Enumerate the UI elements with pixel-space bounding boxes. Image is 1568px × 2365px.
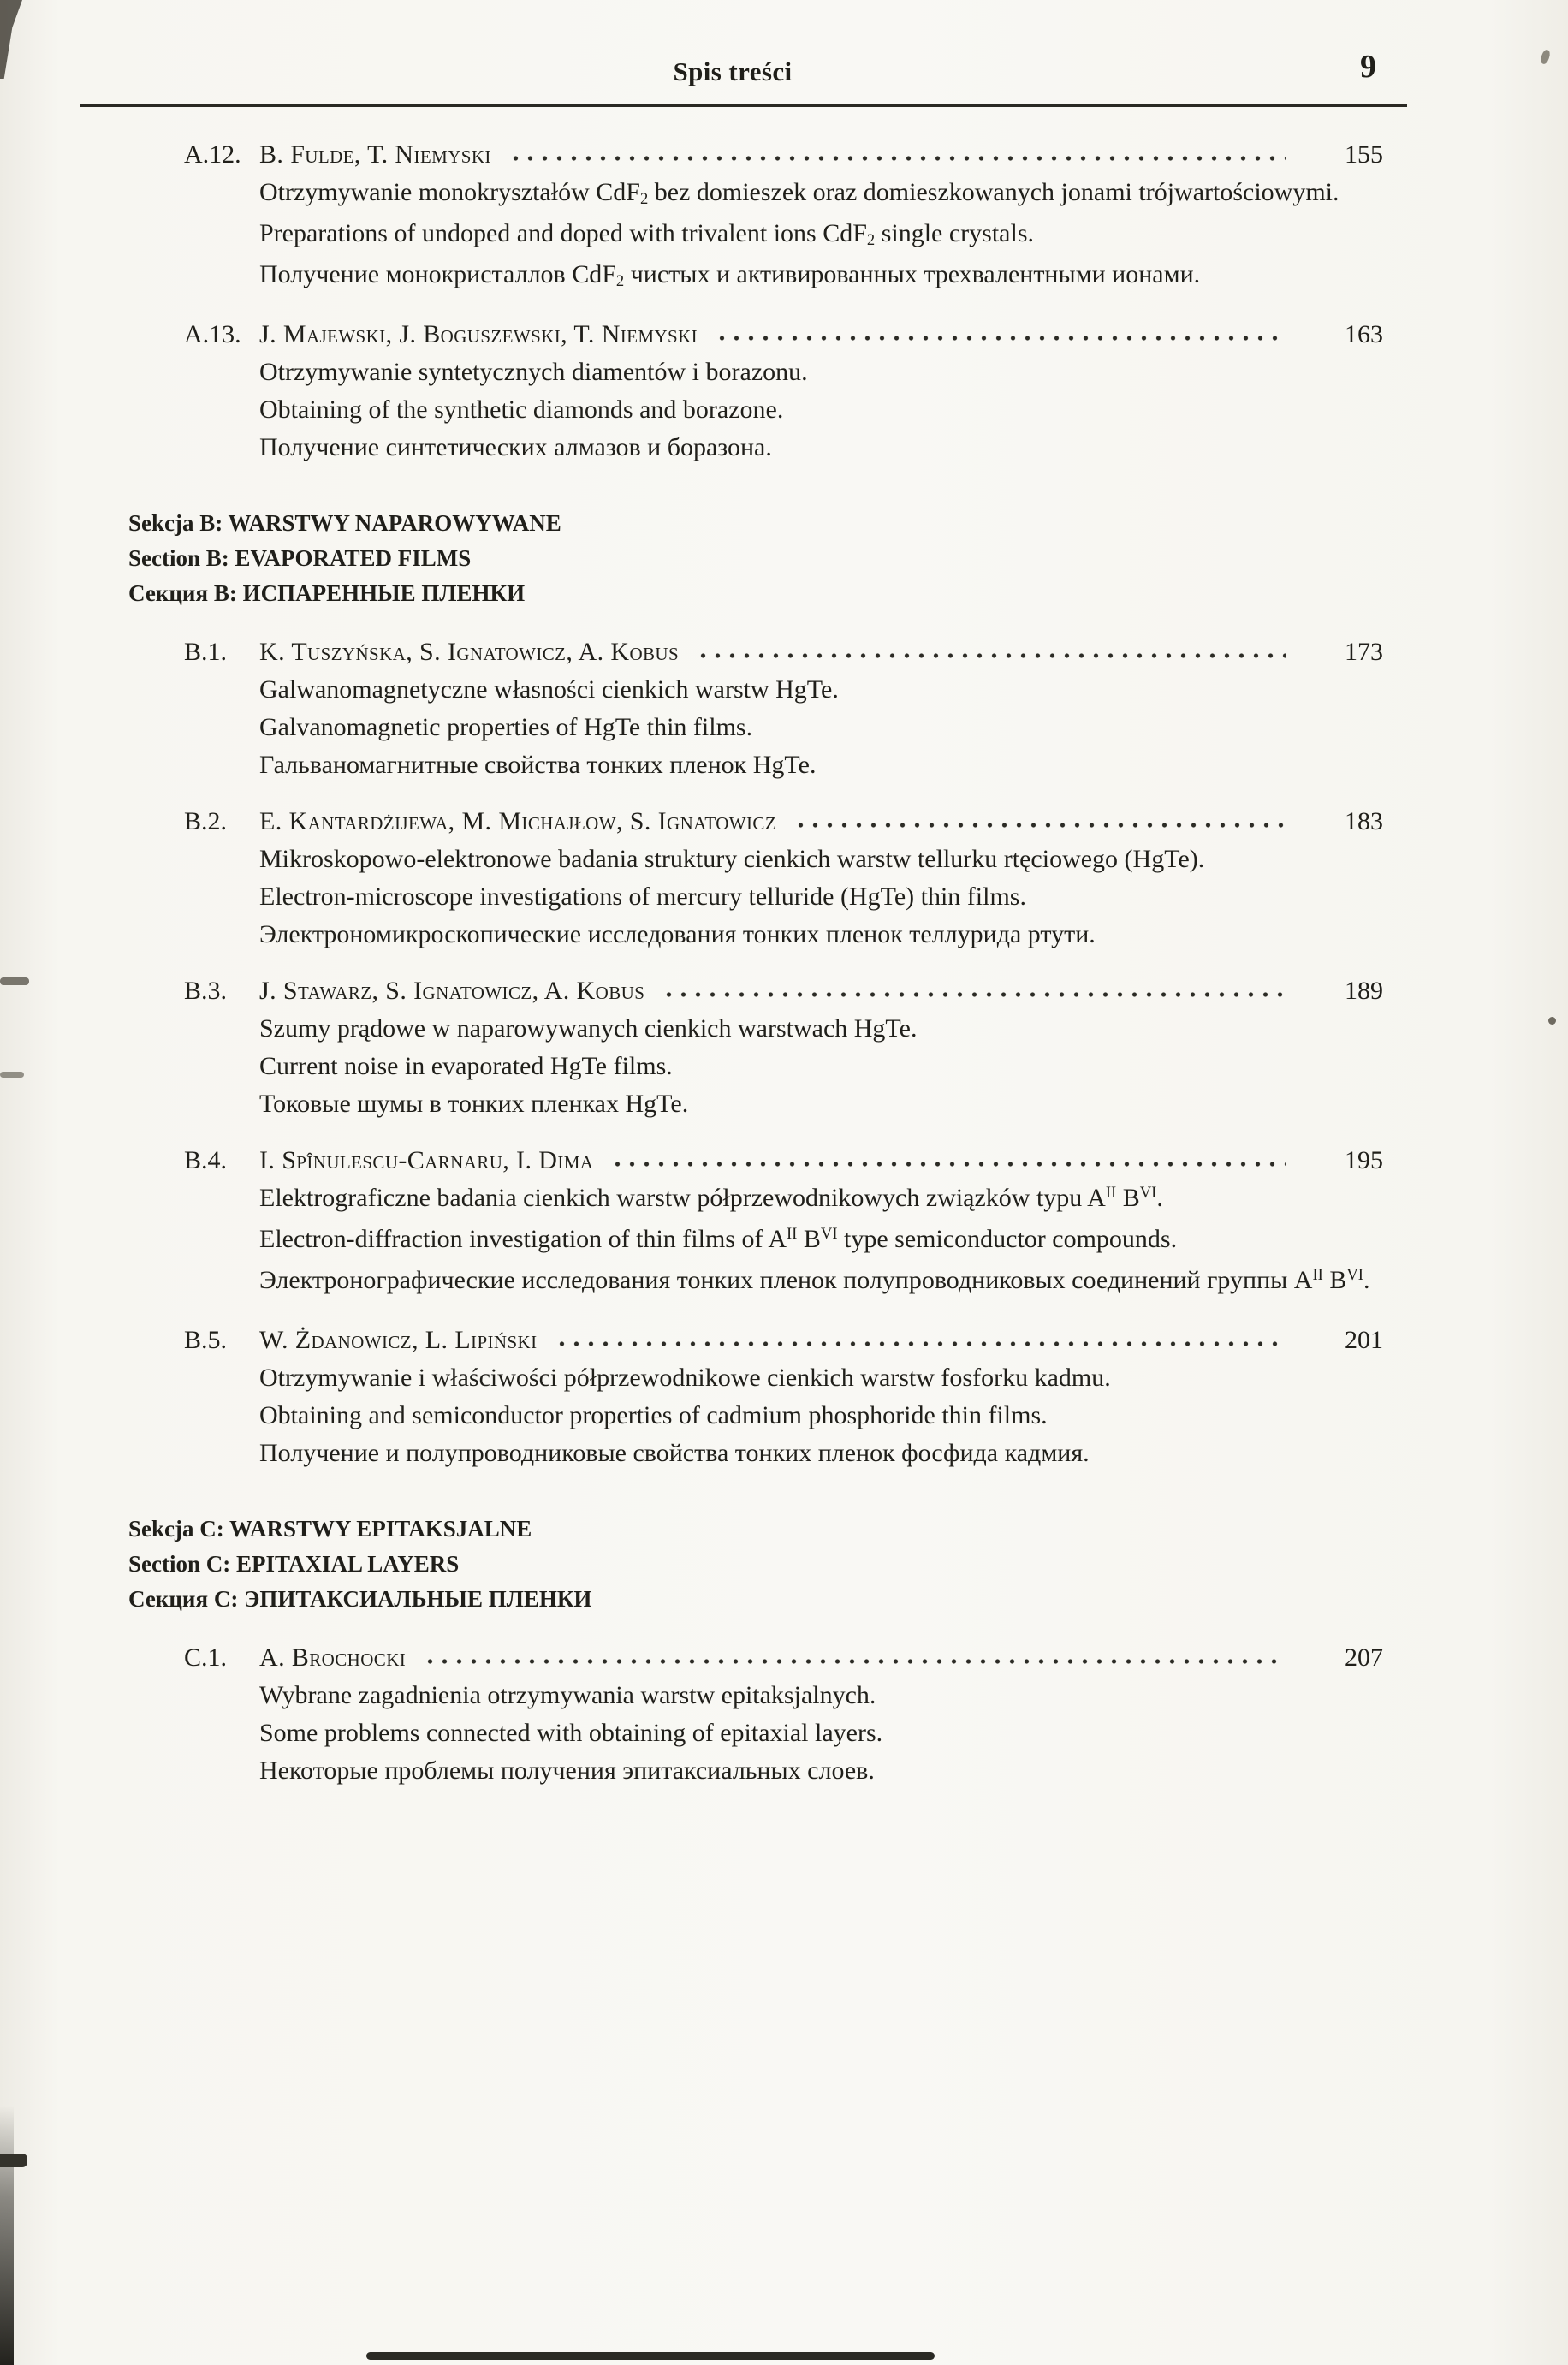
entry-authors: J. Majewski, J. Boguszewski, T. Niemyski (259, 320, 698, 348)
page-header (128, 49, 1405, 98)
toc-entry-row (184, 803, 1405, 841)
entry-description-english: Galvanomagnetic properties of HgTe thin films. (259, 713, 753, 741)
entry-description-polish: Szumy prądowe w naparowywanych cienkich warstwach HgTe. (259, 1014, 918, 1043)
page-number: 9 (1360, 49, 1376, 85)
toc-entry (128, 1639, 1405, 1790)
entry-description-polish: Wybrane zagadnienia otrzymywania warstw epitaksjalnych. (259, 1681, 876, 1709)
entry-label: B.2. (184, 807, 228, 835)
section-heading (128, 506, 1405, 611)
header-rule (80, 104, 1407, 107)
dot-leader (662, 990, 1286, 999)
entry-description-english: Preparations of undoped and doped with trivalent ions CdF$_2$ single crystals. (259, 219, 1035, 249)
toc-entry-row (184, 1322, 1405, 1359)
entry-description-english: Electron-diffraction investigation of thin films of $A^{II}$ $B^{VI}$ type semiconductor compounds. (259, 1224, 1178, 1253)
toc-entry (128, 972, 1405, 1123)
toc-section-c (128, 1512, 1405, 1790)
entry-description-polish: Otrzymywanie i właściwości półprzewodnikowe cienkich warstw fosforku kadmu. (259, 1364, 1111, 1392)
entry-label: B.1. (184, 638, 228, 666)
entry-description-russian: Получение и полупроводниковые свойства тонких пленок фосфида кадмия. (259, 1439, 1090, 1467)
section-heading-english: Section C: EPITAXIAL LAYERS (128, 1551, 460, 1577)
toc-section-b (128, 506, 1405, 1472)
entry-page-number: 201 (1345, 1326, 1383, 1354)
entry-description-english: Current noise in evaporated HgTe films. (259, 1052, 673, 1080)
entry-description-polish: Otrzymywanie monokryształów CdF$_2$ bez domieszek oraz domieszkowanych jonami trójwartościowymi. (259, 178, 1339, 208)
section-heading-russian: Секция B: ИСПАРЕННЫЕ ПЛЕНКИ (128, 580, 526, 606)
entry-authors: A. Brochocki (259, 1643, 407, 1672)
dot-leader (793, 821, 1286, 829)
toc-entry (128, 136, 1405, 297)
entry-page-number: 189 (1345, 977, 1383, 1005)
dot-leader (423, 1657, 1286, 1666)
entry-description-english: Some problems connected with obtaining of epitaxial layers. (259, 1719, 883, 1747)
entry-page-number: 183 (1345, 807, 1383, 835)
table-of-contents (128, 136, 1405, 1790)
section-heading-polish: Sekcja C: WARSTWY EPITAKSJALNE (128, 1516, 532, 1542)
entry-label: B.3. (184, 977, 228, 1005)
entry-authors: J. Stawarz, S. Ignatowicz, A. Kobus (259, 977, 645, 1005)
entry-label: A.13. (184, 320, 241, 348)
section-heading (128, 1512, 1405, 1617)
entry-description-russian: Гальваномагнитные свойства тонких пленок HgTe. (259, 751, 817, 779)
dot-leader (508, 154, 1286, 163)
toc-entry-row (184, 633, 1405, 671)
entry-description-polish: Galwanomagnetyczne własności cienkich warstw HgTe. (259, 675, 839, 704)
toc-entry (128, 1142, 1405, 1303)
entry-authors: E. Kantardżijewa, M. Michajłow, S. Ignatowicz (259, 807, 777, 835)
section-heading-russian: Секция C: ЭПИТАКСИАЛЬНЫЕ ПЛЕНКИ (128, 1586, 592, 1612)
dot-leader (610, 1160, 1286, 1168)
toc-entry-row (184, 316, 1405, 354)
toc-section-a (128, 136, 1405, 466)
entry-description-polish: Otrzymywanie syntetycznych diamentów i borazonu. (259, 358, 808, 386)
dot-leader (715, 334, 1286, 342)
entry-authors: W. Żdanowicz, L. Lipiński (259, 1326, 538, 1354)
entry-label: B.5. (184, 1326, 228, 1354)
entry-description-english: Electron-microscope investigations of mercury telluride (HgTe) thin films. (259, 882, 1026, 911)
toc-entry (128, 803, 1405, 954)
entry-page-number: 173 (1345, 638, 1383, 666)
entry-description-english: Obtaining and semiconductor properties of cadmium phosphoride thin films. (259, 1401, 1048, 1429)
page-title: Spis treści (673, 56, 793, 86)
entry-label: B.4. (184, 1146, 228, 1174)
entry-authors: I. Spînulescu-Carnaru, I. Dima (259, 1146, 594, 1174)
toc-entry-row (184, 1142, 1405, 1180)
entry-label: A.12. (184, 140, 241, 169)
entry-authors: B. Fulde, T. Niemyski (259, 140, 491, 169)
entry-description-polish: Elektrograficzne badania cienkich warstw półprzewodnikowych związków typu $A^{II}$ $B^{VI}$. (259, 1183, 1163, 1212)
toc-entry-row (184, 136, 1405, 174)
entry-page-number: 163 (1345, 320, 1383, 348)
entry-description-russian: Получение монокристаллов CdF$_2$ чистых и активированных трехвалентными ионами. (259, 260, 1201, 290)
toc-entry (128, 633, 1405, 784)
dot-leader (555, 1340, 1286, 1348)
toc-entry-row (184, 972, 1405, 1010)
entry-authors: K. Tuszyńska, S. Ignatowicz, A. Kobus (259, 638, 680, 666)
toc-entry (128, 1322, 1405, 1472)
entry-description-russian: Некоторые проблемы получения эпитаксиальных слоев. (259, 1756, 875, 1785)
entry-page-number: 207 (1345, 1643, 1383, 1672)
entry-description-russian: Получение синтетических алмазов и боразона. (259, 433, 772, 461)
entry-label: C.1. (184, 1643, 228, 1672)
entry-description-russian: Электронографические исследования тонких пленок полупроводниковых соединений группы $A^{II}$ $B^{VI}$. (259, 1265, 1370, 1294)
section-heading-polish: Sekcja B: WARSTWY NAPAROWYWANE (128, 510, 561, 536)
entry-page-number: 155 (1345, 140, 1383, 169)
entry-description-russian: Токовые шумы в тонких пленках HgTe. (259, 1090, 689, 1118)
toc-entry-row (184, 1639, 1405, 1677)
entry-page-number: 195 (1345, 1146, 1383, 1174)
entry-description-english: Obtaining of the synthetic diamonds and borazone. (259, 395, 784, 424)
dot-leader (696, 651, 1286, 660)
entry-description-russian: Электрономикроскопические исследования тонких пленок теллурида ртути. (259, 920, 1096, 948)
section-heading-english: Section B: EVAPORATED FILMS (128, 545, 472, 571)
toc-entry (128, 316, 1405, 466)
entry-description-polish: Mikroskopowo-elektronowe badania struktury cienkich warstw tellurku rtęciowego (HgTe). (259, 845, 1205, 873)
